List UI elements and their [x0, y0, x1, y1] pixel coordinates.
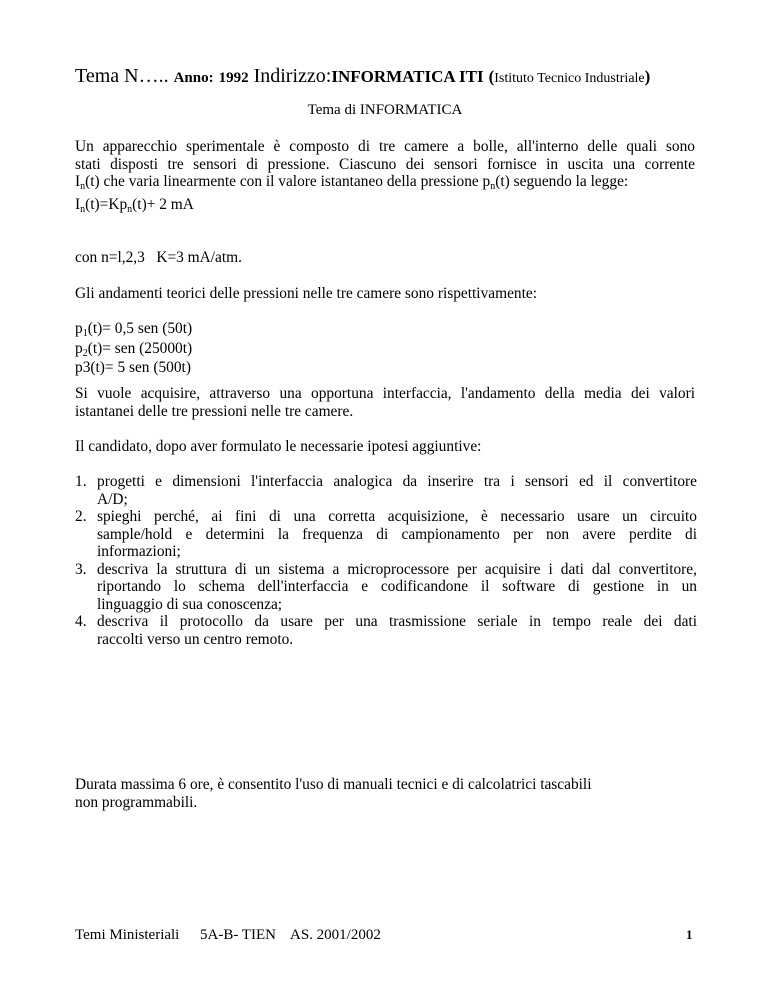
task-number-3: 3. [75, 560, 87, 578]
task-item-3 [75, 561, 697, 614]
intro-line-3 [75, 173, 695, 193]
duration-line-2: non programmabili. [75, 793, 198, 811]
indirizzo-value: INFORMATICA ITI [331, 67, 484, 86]
task-3-line-1: descriva la struttura di un sistema a microprocessore per acquisire i dati dal convertitore, [97, 560, 697, 578]
anno-value: 1992 [218, 70, 249, 86]
task-1-line-2: A/D; [97, 490, 128, 508]
exam-header [75, 64, 650, 91]
p2-expression: (t)= sen (25000t) [87, 339, 193, 357]
task-number-1: 1. [75, 473, 87, 490]
intro-line-3-text: (t) che varia linearmente con il valore istantaneo della pressione p [85, 173, 491, 190]
p2-symbol: p [75, 339, 83, 357]
intro-line-1: Un apparecchio sperimentale è composto di tre camere a bolle, all'interno delle quali sono [75, 138, 695, 155]
footer-class: 5A-B- TIEN [200, 927, 276, 943]
pressure-subscript: n [490, 181, 496, 192]
current-subscript: n [80, 181, 86, 192]
acquire-line-2: istantanei delle tre pressioni nelle tre camere. [75, 402, 354, 420]
task-3-line-3: linguaggio di sua conoscenza; [97, 595, 283, 613]
footer-title: Temi Ministeriali [75, 927, 180, 943]
conditions-line: con n=l,2,3 K=3 mA/atm. [75, 249, 242, 266]
task-3-line-2: riportando lo schema dell'interfaccia e codificandone il software di gestione in un [97, 578, 697, 595]
tema-label: Tema N….. [75, 65, 169, 87]
duration-note [75, 776, 695, 811]
task-2-line-1: spieghi perché, ai fini di una corretta acquisizione, è necessario usare un circuito [97, 508, 697, 525]
andamenti-intro: Gli andamenti teorici delle pressioni nelle tre camere sono rispettivamente: [75, 285, 537, 302]
anno-label: Anno: [173, 70, 214, 86]
formula-middle: (t)=Kp [85, 196, 128, 213]
task-list [75, 473, 697, 648]
pressure-equations [75, 320, 695, 377]
task-2-line-3: informazioni; [97, 543, 181, 560]
current-formula [75, 196, 695, 216]
candidate-intro: Il candidato, dopo aver formulato le necessarie ipotesi aggiuntive: [75, 438, 482, 455]
acquire-paragraph [75, 385, 695, 420]
pressure-equation-3: p3(t)= 5 sen (500t) [75, 359, 191, 376]
pressure-equation-1 [75, 320, 695, 340]
indirizzo-label: Indirizzo: [253, 65, 332, 87]
page-number: 1 [686, 927, 693, 942]
acquire-line-1: Si vuole acquisire, attraverso una opportuna interfaccia, l'andamento della media dei valori [75, 385, 695, 402]
istituto-close-paren: ) [644, 67, 651, 86]
intro-paragraph [75, 138, 695, 193]
task-item-2 [75, 508, 697, 561]
task-item-4 [75, 613, 697, 648]
task-4-line-2: raccolti verso un centro remoto. [97, 630, 294, 648]
task-number-2: 2. [75, 508, 87, 525]
intro-line-3-end: (t) seguendo la legge: [495, 173, 629, 190]
p1-subscript: 1 [82, 328, 88, 339]
footer-school-year: AS. 2001/2002 [290, 927, 381, 943]
formula-end: (t)+ 2 mA [132, 196, 194, 213]
formula-sub-2: n [127, 204, 133, 215]
p1-expression: (t)= 0,5 sen (50t) [87, 320, 193, 337]
istituto-name: Istituto Tecnico Industriale [494, 71, 645, 86]
p2-subscript: 2 [82, 347, 88, 359]
p1-symbol: p [75, 320, 83, 337]
duration-line-1: Durata massima 6 ore, è consentito l'uso di manuali tecnici e di calcolatrici tascabili [75, 776, 592, 793]
pressure-equation-2 [75, 340, 695, 360]
task-2-line-2: sample/hold e determini la frequenza di campionamento per non avere perdite di [97, 525, 697, 543]
task-number-4: 4. [75, 613, 87, 630]
istituto-open-paren: ( [488, 67, 495, 86]
document-subtitle: Tema di INFORMATICA [307, 102, 463, 118]
formula-sub-1: n [80, 204, 86, 215]
task-1-line-1: progetti e dimensioni l'interfaccia analogica da inserire tra i sensori ed il convertitore [97, 473, 697, 490]
task-item-1 [75, 473, 697, 508]
formula-current: I [75, 196, 81, 213]
task-4-line-1: descriva il protocollo da usare per una trasmissione seriale in tempo reale dei dati [97, 613, 697, 630]
intro-line-2: stati disposti tre sensori di pressione. Ciascuno dei sensori fornisce in uscita una corrente [75, 155, 695, 173]
current-symbol: I [75, 173, 81, 190]
